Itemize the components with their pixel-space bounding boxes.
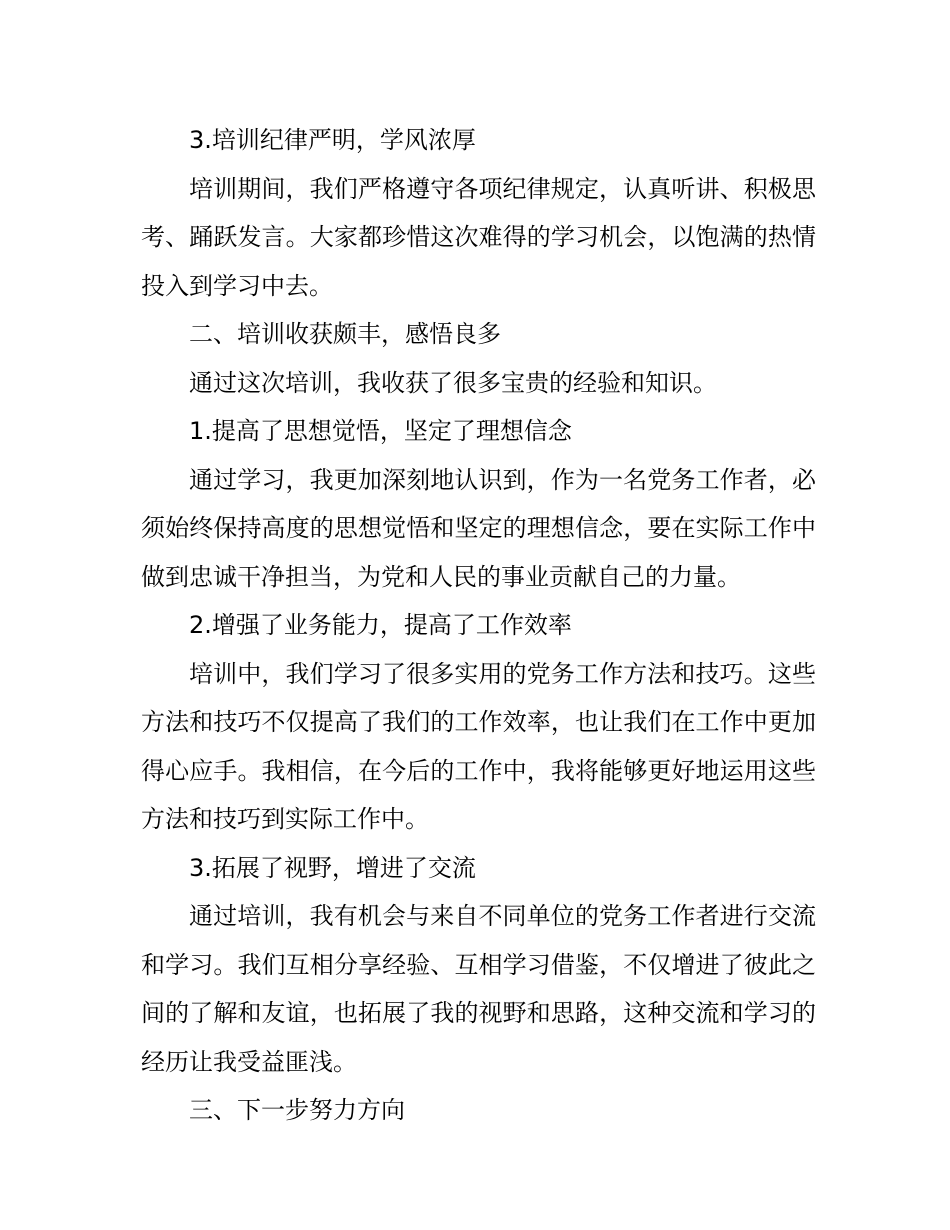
subsection-heading: 1.提高了思想觉悟，坚定了理想信念 [189, 417, 572, 445]
document-body [141, 116, 816, 1135]
subsection-heading: 2.增强了业务能力，提高了工作效率 [189, 611, 572, 639]
body-paragraph: 通过培训，我有机会与来自不同单位的党务工作者进行交流和学习。我们互相分享经验、互相学习借鉴，不仅增进了彼此之间的了解和友谊，也拓展了我的视野和思路，这种交流和学习的经历让我受益匪浅。 [141, 902, 816, 1076]
body-paragraph: 通过学习，我更加深刻地认识到，作为一名党务工作者，必须始终保持高度的思想觉悟和坚定的理想信念，要在实际工作中做到忠诚干净担当，为党和人民的事业贡献自己的力量。 [141, 465, 816, 591]
body-paragraph: 通过这次培训，我收获了很多宝贵的经验和知识。 [189, 368, 717, 397]
body-paragraph: 培训中，我们学习了很多实用的党务工作方法和技巧。这些方法和技巧不仅提高了我们的工作效率，也让我们在工作中更加得心应手。我相信，在今后的工作中，我将能够更好地运用这些方法和技巧到实际工作中。 [141, 659, 816, 833]
subsection-heading: 3.培训纪律严明，学风浓厚 [189, 126, 476, 154]
section-heading: 二、培训收获颇丰，感悟良多 [189, 320, 501, 348]
section-heading: 三、下一步努力方向 [189, 1096, 405, 1124]
subsection-heading: 3.拓展了视野，增进了交流 [189, 853, 476, 882]
body-paragraph: 培训期间，我们严格遵守各项纪律规定，认真听讲、积极思考、踊跃发言。大家都珍惜这次难得的学习机会，以饱满的热情投入到学习中去。 [141, 174, 816, 300]
